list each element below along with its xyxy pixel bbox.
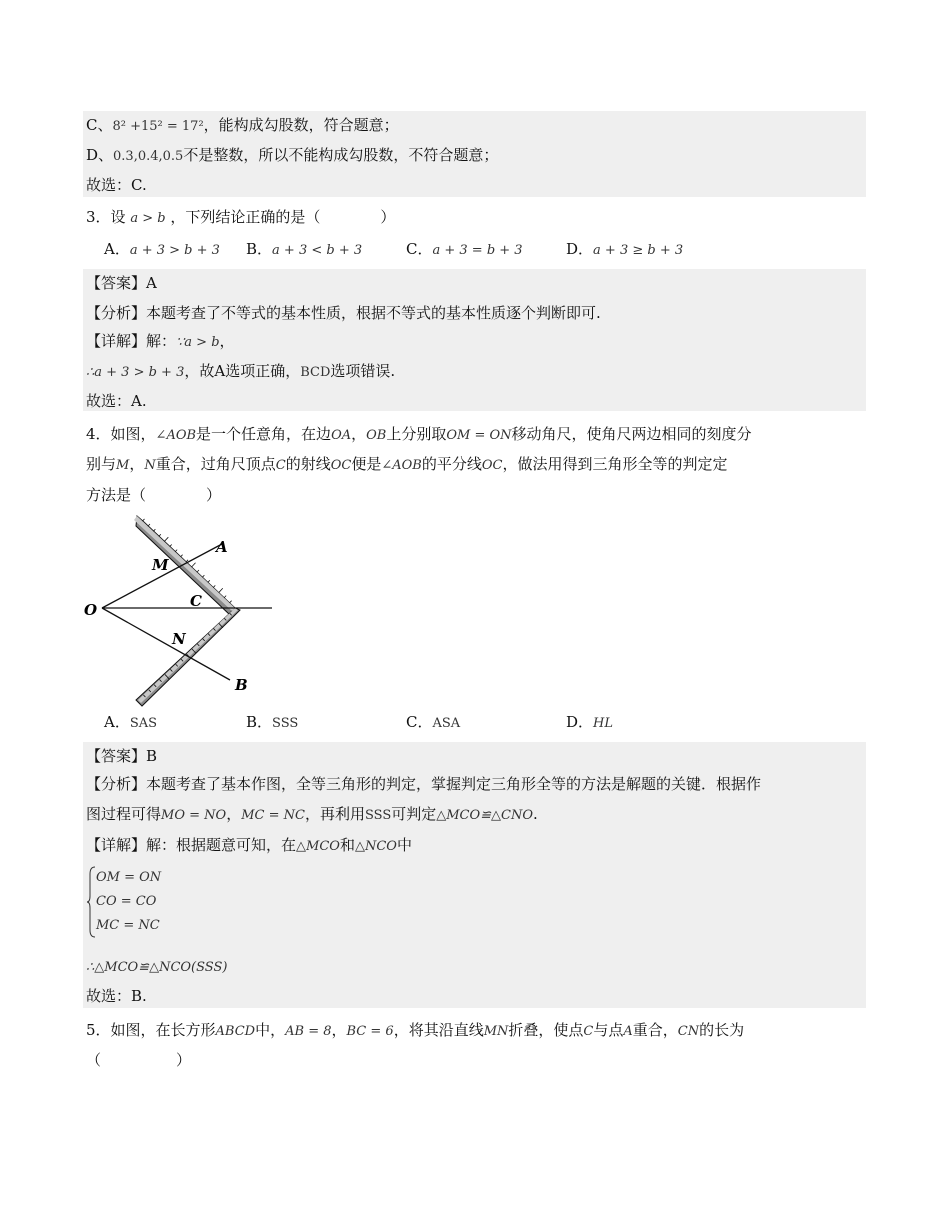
q4-conclusion: ∴△MCO≌△NCO(SSS): [86, 960, 228, 975]
system-eq-2: CO = CO: [96, 894, 157, 909]
q4-option-d: D．HL: [566, 713, 614, 731]
q4-stem-line3: 方法是（ ）: [86, 486, 222, 504]
label-a: A: [216, 538, 228, 556]
ray-ob: [102, 608, 230, 680]
q5-stem-line1: 5．如图，在长方形ABCD中，AB = 8，BC = 6，将其沿直线MN折叠，使点C与点A重合，CN的长为: [86, 1021, 745, 1039]
q4-detail-line1: 【详解】解：根据题意可知，在△MCO和△NCO中: [86, 836, 412, 854]
label-m: M: [152, 556, 169, 574]
q4-choice: 故选：B.: [86, 987, 147, 1005]
q3-option-a: A．a + 3 > b + 3: [104, 240, 220, 258]
q3-stem: 3．设 a > b ，下列结论正确的是（ ）: [86, 208, 396, 226]
label-c: C: [190, 592, 202, 610]
q4-stem-line2: 别与M，N重合，过角尺顶点C的射线OC便是∠AOB的平分线OC，做法用得到三角形全等的判定定: [86, 455, 728, 473]
q3-option-b: B．a + 3 < b + 3: [246, 240, 363, 258]
q4-analysis-line1: 【分析】本题考查了基本作图，全等三角形的判定，掌握判定三角形全等的方法是解题的关键．根据作: [86, 775, 762, 793]
system-eq-1: OM = ON: [96, 870, 162, 885]
system-brace-icon: [86, 866, 96, 938]
q3-detail-line1: 【详解】解：∵a > b，: [86, 332, 235, 350]
q3-option-d: D．a + 3 ≥ b + 3: [566, 240, 684, 258]
q4-option-b: B．SSS: [246, 713, 299, 731]
system-eq-3: MC = NC: [96, 918, 160, 933]
q3-detail-line2: ∴a + 3 > b + 3，故A选项正确，BCD选项错误.: [86, 362, 396, 380]
q4-option-c: C．ASA: [406, 713, 461, 731]
q3-choice: 故选：A.: [86, 392, 147, 410]
q4-stem-line1: 4．如图，∠AOB是一个任意角，在边OA，OB上分别取OM = ON移动角尺，使角尺两边相同的刻度分: [86, 425, 752, 443]
q5-stem-line2: （ ）: [86, 1051, 192, 1069]
q4-analysis-line2: 图过程可得MO = NO，MC = NC，再利用SSS可判定△MCO≌△CNO.: [86, 805, 538, 823]
q4-option-a: A．SAS: [104, 713, 158, 731]
q2-option-d-explanation: D、0.3,0.4,0.5不是整数，所以不能构成勾股数，不符合题意；: [86, 146, 499, 164]
q3-answer: 【答案】A: [86, 274, 157, 292]
q3-option-c: C．a + 3 = b + 3: [406, 240, 523, 258]
q2-choice: 故选：C.: [86, 176, 147, 194]
q4-answer: 【答案】B: [86, 747, 158, 765]
q2-option-c-explanation: C、8² +15² = 17²，能构成勾股数，符合题意；: [86, 116, 399, 134]
label-b: B: [235, 676, 248, 694]
q4-angle-ruler-figure: [80, 510, 280, 710]
label-o: O: [84, 601, 98, 619]
q3-analysis: 【分析】本题考查了不等式的基本性质，根据不等式的基本性质逐个判断即可.: [86, 304, 601, 322]
label-n: N: [172, 630, 186, 648]
